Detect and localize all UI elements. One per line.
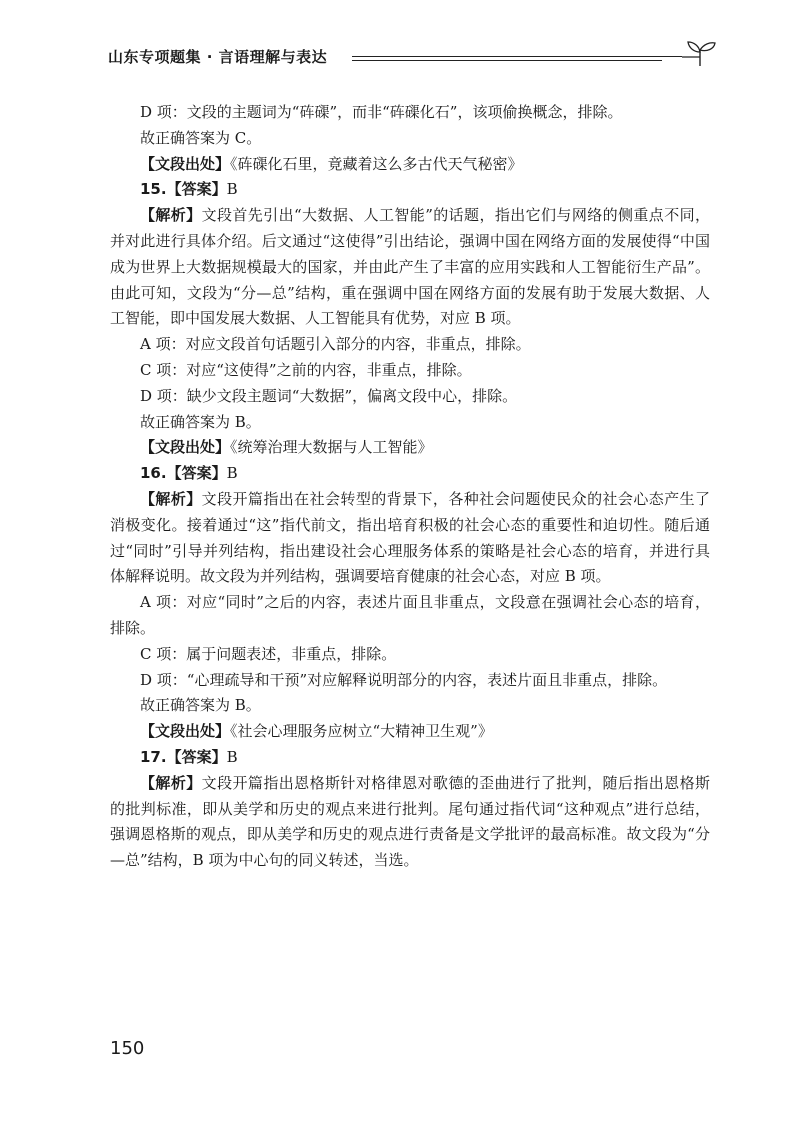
paragraph-label: 【解析】 <box>140 773 202 792</box>
paragraph-text: 故正确答案为 C。 <box>140 128 262 147</box>
paragraph-text: 《砗磲化石里，竟藏着这么多古代天气秘密》 <box>230 154 523 173</box>
paragraph-text: D 项：文段的主题词为“砗磲”，而非“砗磲化石”，该项偷换概念，排除。 <box>140 103 623 121</box>
paragraph-text: 文段开篇指出恩格斯针对格律恩对歌德的歪曲进行了批判，随后指出恩格斯的批判标准，即从美学和历史的观点来进行批判。尾句通过指代词“这种观点”进行总结，强调恩格斯的观点，即从美学和历史的观点进行责备是文学批评的最高标准。故文段为“分—总”结构，B 项为中心句的同义转述，当选。 <box>110 773 710 870</box>
page-body <box>110 100 710 874</box>
paragraph <box>110 693 710 719</box>
paragraph-text: D 项：缺少文段主题词“大数据”，偏离文段中心，排除。 <box>140 386 518 405</box>
paragraph-text: C 项：属于问题表述，非重点，排除。 <box>140 644 397 663</box>
paragraph-text: 故正确答案为 B。 <box>140 696 261 715</box>
paragraph <box>110 719 710 745</box>
paragraph <box>110 358 710 384</box>
paragraph-label: 17.【答案】 <box>140 747 227 766</box>
paragraph-text: 《社会心理服务应树立“大精神卫生观”》 <box>230 722 493 741</box>
paragraph <box>110 642 710 668</box>
paragraph <box>110 203 710 332</box>
sprout-icon <box>680 38 720 70</box>
paragraph <box>110 152 710 178</box>
paragraph <box>110 410 710 436</box>
paragraph <box>110 668 710 694</box>
paragraph-label: 【解析】 <box>140 206 202 225</box>
paragraph-text: 《统筹治理大数据与人工智能》 <box>230 438 433 457</box>
paragraph <box>110 332 710 358</box>
paragraph-label: 【解析】 <box>140 489 202 508</box>
paragraph <box>110 487 710 590</box>
paragraph-label: 【文段出处】 <box>140 438 231 457</box>
paragraph-label: 16.【答案】 <box>140 464 227 483</box>
paragraph-label: 15.【答案】 <box>140 180 227 199</box>
paragraph-text: 文段开篇指出在社会转型的背景下，各种社会问题使民众的社会心态产生了消极变化。接着通过“这”指代前文，指出培育积极的社会心态的重要性和迫切性。随后通过“同时”引导并列结构，指出建设社会心理服务体系的策略是社会心态的培育，并进行具体解释说明。故文段为并列结构，强调要培育健康的社会心态，对应 B 项。 <box>110 489 710 586</box>
header-title: 山东专项题集 · 言语理解与表达 <box>108 48 328 66</box>
paragraph-text: B <box>226 464 238 483</box>
paragraph-label: 【文段出处】 <box>140 722 231 741</box>
running-header <box>108 38 722 70</box>
paragraph-text: A 项：对应“同时”之后的内容，表述片面且非重点，文段意在强调社会心态的培育，排除。 <box>110 593 710 637</box>
header-rule-thin <box>352 60 662 61</box>
paragraph <box>110 384 710 410</box>
paragraph <box>110 177 710 203</box>
page-number: 150 <box>110 1038 145 1059</box>
paragraph <box>110 100 710 126</box>
paragraph-text: 故正确答案为 B。 <box>140 412 261 431</box>
paragraph <box>110 461 710 487</box>
paragraph <box>110 435 710 461</box>
paragraph <box>110 771 710 874</box>
paragraph-text: B <box>226 180 238 199</box>
paragraph <box>110 126 710 152</box>
header-rule <box>352 56 682 57</box>
paragraph-text: 文段首先引出“大数据、人工智能”的话题，指出它们与网络的侧重点不同，并对此进行具体介绍。后文通过“这使得”引出结论，强调中国在网络方面的发展使得“中国成为世界上大数据规模最大的国家，并由此产生了丰富的应用实践和人工智能衍生产品”。由此可知，文段为“分—总”结构，重在强调中国在网络方面的发展有助于发展大数据、人工智能，即中国发展大数据、人工智能具有优势，对应 B 项。 <box>110 206 710 328</box>
paragraph-text: A 项：对应文段首句话题引入部分的内容，非重点，排除。 <box>140 335 531 354</box>
paragraph-label: 【文段出处】 <box>140 154 231 173</box>
paragraph <box>110 590 710 642</box>
paragraph <box>110 745 710 771</box>
paragraph-text: B <box>226 747 238 766</box>
paragraph-text: D 项：“心理疏导和干预”对应解释说明部分的内容，表述片面且非重点，排除。 <box>140 670 668 689</box>
paragraph-text: C 项：对应“这使得”之前的内容，非重点，排除。 <box>140 360 472 379</box>
